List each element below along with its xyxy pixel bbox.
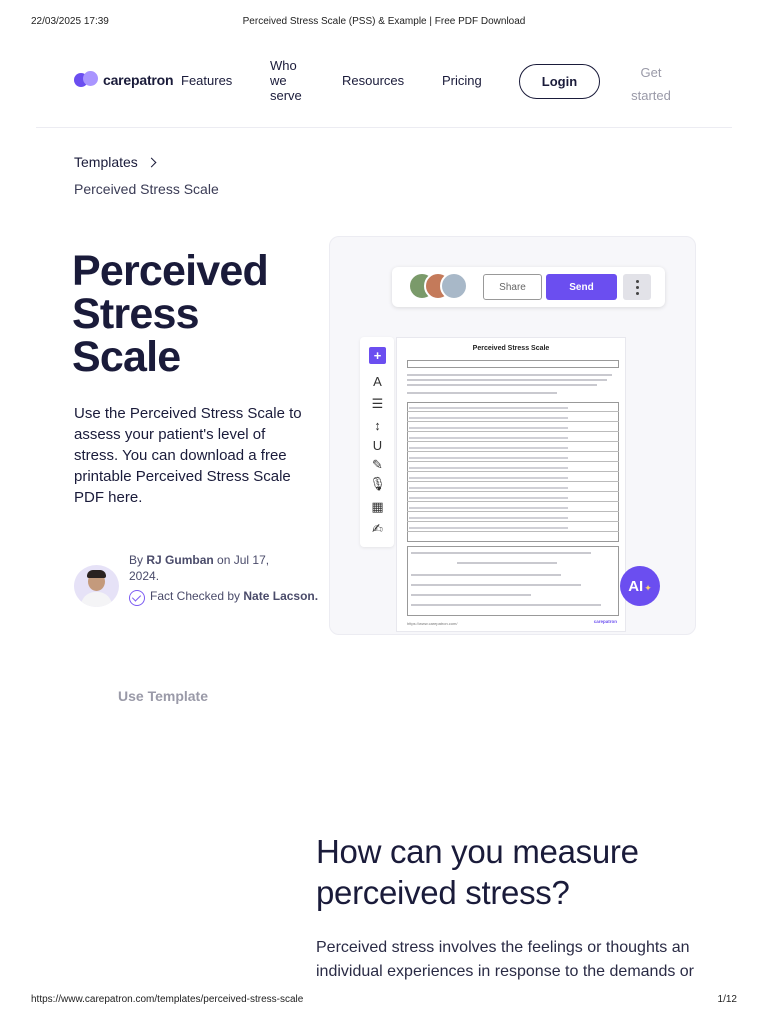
doc-row <box>407 424 619 432</box>
fact-checker-name[interactable]: Nate Lacson. <box>243 589 319 603</box>
print-date: 22/03/2025 17:39 <box>31 16 109 27</box>
section-body: Perceived stress involves the feelings or thoughts an individual experiences in response to the demands or <box>316 939 695 980</box>
check-circle-icon <box>129 590 145 606</box>
list-icon[interactable]: ☰ <box>371 395 384 411</box>
nav-resources[interactable]: Resources <box>342 73 405 88</box>
send-button[interactable]: Send <box>546 274 617 300</box>
author-avatar <box>74 565 119 607</box>
doc-text-line <box>411 552 591 554</box>
breadcrumb-current: Perceived Stress Scale <box>74 181 219 197</box>
editor-toolbar <box>360 337 394 547</box>
nav-who-we-serve[interactable]: Who we serve <box>270 58 302 103</box>
page-title: Perceived Stress Scale <box>72 247 269 381</box>
share-bar <box>392 267 665 307</box>
doc-text-line <box>411 594 531 596</box>
fact-check-row <box>129 589 319 606</box>
signature-icon[interactable]: ✍ <box>372 520 383 536</box>
carepatron-logo[interactable] <box>74 71 173 89</box>
template-preview <box>329 236 696 635</box>
pen-icon[interactable]: ✎ <box>372 456 383 472</box>
nav-pricing[interactable]: Pricing <box>442 73 482 88</box>
doc-row <box>407 494 619 502</box>
nav-divider <box>36 127 732 128</box>
doc-text-line <box>411 604 601 606</box>
author-name[interactable]: RJ Gumban <box>146 553 214 567</box>
login-button[interactable]: Login <box>519 64 600 99</box>
image-icon[interactable]: ▦ <box>371 498 384 514</box>
line-spacing-icon[interactable]: ↕ <box>374 418 381 433</box>
logo-wordmark: carepatron <box>103 72 174 88</box>
doc-text-line <box>407 392 557 394</box>
breadcrumb-templates-label: Templates <box>74 154 138 170</box>
doc-field <box>407 360 619 368</box>
logo-mark-icon <box>74 71 100 89</box>
more-options-icon[interactable] <box>623 274 651 300</box>
doc-text-line <box>407 379 607 381</box>
underline-icon[interactable]: U <box>372 438 383 453</box>
doc-row <box>407 504 619 512</box>
microphone-icon[interactable]: 🎙 <box>369 475 386 491</box>
text-icon[interactable]: A <box>373 374 382 389</box>
doc-text-line <box>407 374 612 376</box>
print-header <box>0 16 768 30</box>
doc-url: https://www.carepatron.com/ <box>407 621 458 626</box>
doc-row <box>407 484 619 492</box>
get-started-button[interactable]: Get started <box>631 65 671 103</box>
doc-text-line <box>407 384 597 386</box>
doc-brand: carepatron <box>593 619 617 624</box>
doc-text-line <box>411 584 581 586</box>
sparkle-icon: ✦ <box>644 583 652 593</box>
doc-row <box>407 444 619 452</box>
nav-features[interactable]: Features <box>181 73 233 88</box>
print-url: https://www.carepatron.com/templates/perceived-stress-scale <box>31 994 304 1005</box>
doc-row <box>407 404 619 412</box>
author-block <box>74 552 319 622</box>
print-page-number: 1/12 <box>717 994 737 1005</box>
breadcrumb-templates[interactable] <box>74 154 155 170</box>
document-preview <box>396 337 626 632</box>
doc-row <box>407 514 619 522</box>
share-button[interactable]: Share <box>483 274 542 300</box>
add-icon[interactable]: + <box>369 347 386 364</box>
doc-row <box>407 414 619 422</box>
print-title: Perceived Stress Scale (PSS) & Example | Free PDF Download <box>242 16 526 27</box>
ai-label: AI <box>628 577 644 595</box>
doc-row <box>407 454 619 462</box>
doc-row <box>407 474 619 482</box>
ai-assistant-button[interactable] <box>620 566 660 606</box>
print-footer <box>0 994 768 1008</box>
author-byline: By RJ Gumban on Jul 17, 2024. <box>129 553 270 583</box>
doc-row <box>407 524 619 532</box>
doc-title: Perceived Stress Scale <box>472 345 550 352</box>
doc-row <box>407 434 619 442</box>
chevron-right-icon <box>146 158 156 168</box>
doc-text-line <box>457 562 557 564</box>
top-nav <box>0 56 768 116</box>
collaborator-avatar <box>440 272 468 300</box>
hero-description: Use the Perceived Stress Scale to assess your patient's level of stress. You can download a free printable Perceived Stress Scale PDF here. <box>74 405 302 506</box>
fact-check-text: Fact Checked by Nate Lacson. <box>150 589 319 603</box>
doc-text-line <box>411 574 561 576</box>
doc-row <box>407 464 619 472</box>
section-heading: How can you measure perceived stress? <box>316 833 639 911</box>
use-template-button[interactable]: Use Template <box>118 688 208 704</box>
